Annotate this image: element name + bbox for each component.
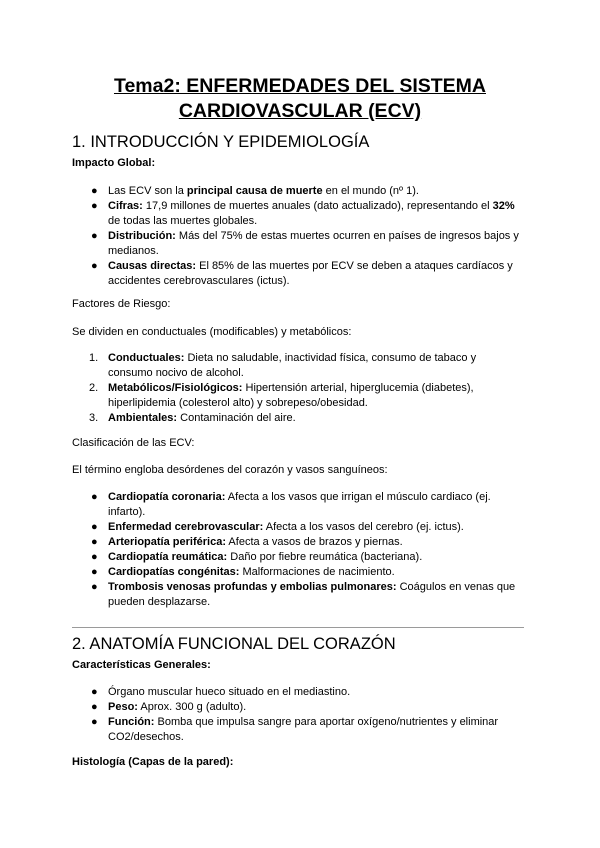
item-term: Causas directas: — [108, 260, 197, 272]
item-term: Trombosis venosas profundas y embolias pulmonares: — [108, 581, 397, 593]
bullet-icon: ● — [91, 491, 98, 503]
item-term: Metabólicos/Fisiológicos: — [108, 382, 243, 394]
item-number: 3. — [89, 412, 99, 424]
bullet-icon: ● — [91, 551, 98, 563]
item-text: Bomba que impulsa sangre para aportar oxígeno/nutrientes y eliminar — [154, 716, 499, 728]
item-text: Malformaciones de nacimiento. — [239, 566, 395, 578]
list-item — [0, 381, 600, 411]
list-item — [0, 199, 600, 229]
list-item — [0, 229, 600, 259]
item-text: Órgano muscular hueco situado en el mediastino. — [108, 686, 351, 698]
item-text: El 85% de las muertes por ECV se deben a ataques cardíacos y — [196, 260, 513, 272]
item-text-line-2: accidentes cerebrovasculares (ictus). — [108, 275, 290, 287]
document-title-line-1: Tema2: ENFERMEDADES DEL SISTEMA — [113, 75, 486, 97]
item-text: Daño por fiebre reumática (bacteriana). — [227, 551, 423, 563]
caracteristicas-label: Características Generales: — [72, 659, 211, 671]
item-text: Aprox. 300 g (adulto). — [137, 701, 247, 713]
item-text-line-2: consumo nocivo de alcohol. — [108, 367, 244, 379]
item-text: Coágulos en venas que — [396, 581, 516, 593]
impacto-global-label: Impacto Global: — [72, 157, 156, 169]
bullet-icon: ● — [91, 521, 98, 533]
item-text-line-2: infarto). — [108, 506, 146, 518]
item-term: Arteriopatía periférica: — [108, 536, 226, 548]
item-term: Cardiopatía reumática: — [108, 551, 228, 563]
list-item — [0, 700, 600, 715]
clasificacion-label: Clasificación de las ECV: — [72, 437, 195, 449]
list-item — [0, 259, 600, 289]
item-term: Peso: — [108, 701, 138, 713]
item-term: Ambientales: — [108, 412, 178, 424]
bullet-icon: ● — [91, 701, 98, 713]
bullet-icon: ● — [91, 581, 98, 593]
item-term: Distribución: — [108, 230, 176, 242]
list-item — [0, 565, 600, 580]
horizontal-rule — [72, 627, 524, 628]
item-text-line-2: pueden desplazarse. — [108, 596, 211, 608]
item-term: Enfermedad cerebrovascular: — [108, 521, 264, 533]
item-text: 17,9 millones de muertes anuales (dato actualizado), representando el — [142, 200, 493, 212]
list-item — [0, 535, 600, 550]
item-number: 2. — [89, 382, 99, 394]
item-number: 1. — [89, 352, 99, 364]
item-term: Cardiopatía coronaria: — [108, 491, 226, 503]
bullet-icon: ● — [91, 686, 98, 698]
bullet-icon: ● — [91, 260, 98, 272]
bullet-icon: ● — [91, 536, 98, 548]
section-2-heading: 2. ANATOMÍA FUNCIONAL DEL CORAZÓN — [72, 635, 396, 653]
list-item — [0, 490, 600, 520]
item-text: en el mundo (nº 1). — [322, 185, 419, 197]
bullet-icon: ● — [91, 566, 98, 578]
list-item — [0, 580, 600, 610]
item-text: Afecta a los vasos que irrigan el músculo cardiaco (ej. — [225, 491, 491, 503]
bullet-icon: ● — [91, 716, 98, 728]
bullet-icon: ● — [91, 185, 98, 197]
item-text: Afecta a vasos de brazos y piernas. — [225, 536, 403, 548]
item-text-line-2: hiperlipidemia (colesterol alto) y sobrepeso/obesidad. — [108, 397, 368, 409]
bullet-icon: ● — [91, 230, 98, 242]
histologia-label: Histología (Capas de la pared): — [72, 756, 234, 768]
document-title-line-2: CARDIOVASCULAR (ECV) — [178, 100, 422, 122]
list-item — [0, 184, 600, 199]
section-1-heading: 1. INTRODUCCIÓN Y EPIDEMIOLOGÍA — [72, 133, 370, 151]
item-emphasis: 32% — [492, 200, 515, 212]
list-item — [0, 715, 600, 745]
item-term: Cardiopatías congénitas: — [108, 566, 240, 578]
item-text-line-2: medianos. — [108, 245, 159, 257]
item-term: Conductuales: — [108, 352, 185, 364]
list-item — [0, 550, 600, 565]
list-item — [0, 411, 600, 426]
item-text-line-2: CO2/desechos. — [108, 731, 184, 743]
item-text: Dieta no saludable, inactividad física, consumo de tabaco y — [184, 352, 477, 364]
item-text: Hipertensión arterial, hiperglucemia (diabetes), — [242, 382, 474, 394]
item-text: Las ECV son la — [108, 185, 187, 197]
item-text: Afecta a los vasos del cerebro (ej. ictus). — [263, 521, 464, 533]
item-text: Más del 75% de estas muertes ocurren en países de ingresos bajos y — [175, 230, 519, 242]
item-text-line-2: de todas las muertes globales. — [108, 215, 258, 227]
item-term: Cifras: — [108, 200, 143, 212]
list-item — [0, 685, 600, 700]
list-item — [0, 520, 600, 535]
bullet-icon: ● — [91, 200, 98, 212]
factores-riesgo-intro: Se dividen en conductuales (modificables) y metabólicos: — [72, 326, 352, 338]
list-item — [0, 351, 600, 381]
item-text: Contaminación del aire. — [177, 412, 296, 424]
item-term: Función: — [108, 716, 155, 728]
factores-riesgo-label: Factores de Riesgo: — [72, 298, 171, 310]
item-emphasis: principal causa de muerte — [186, 185, 323, 197]
clasificacion-intro: El término engloba desórdenes del corazón y vasos sanguíneos: — [72, 464, 388, 476]
